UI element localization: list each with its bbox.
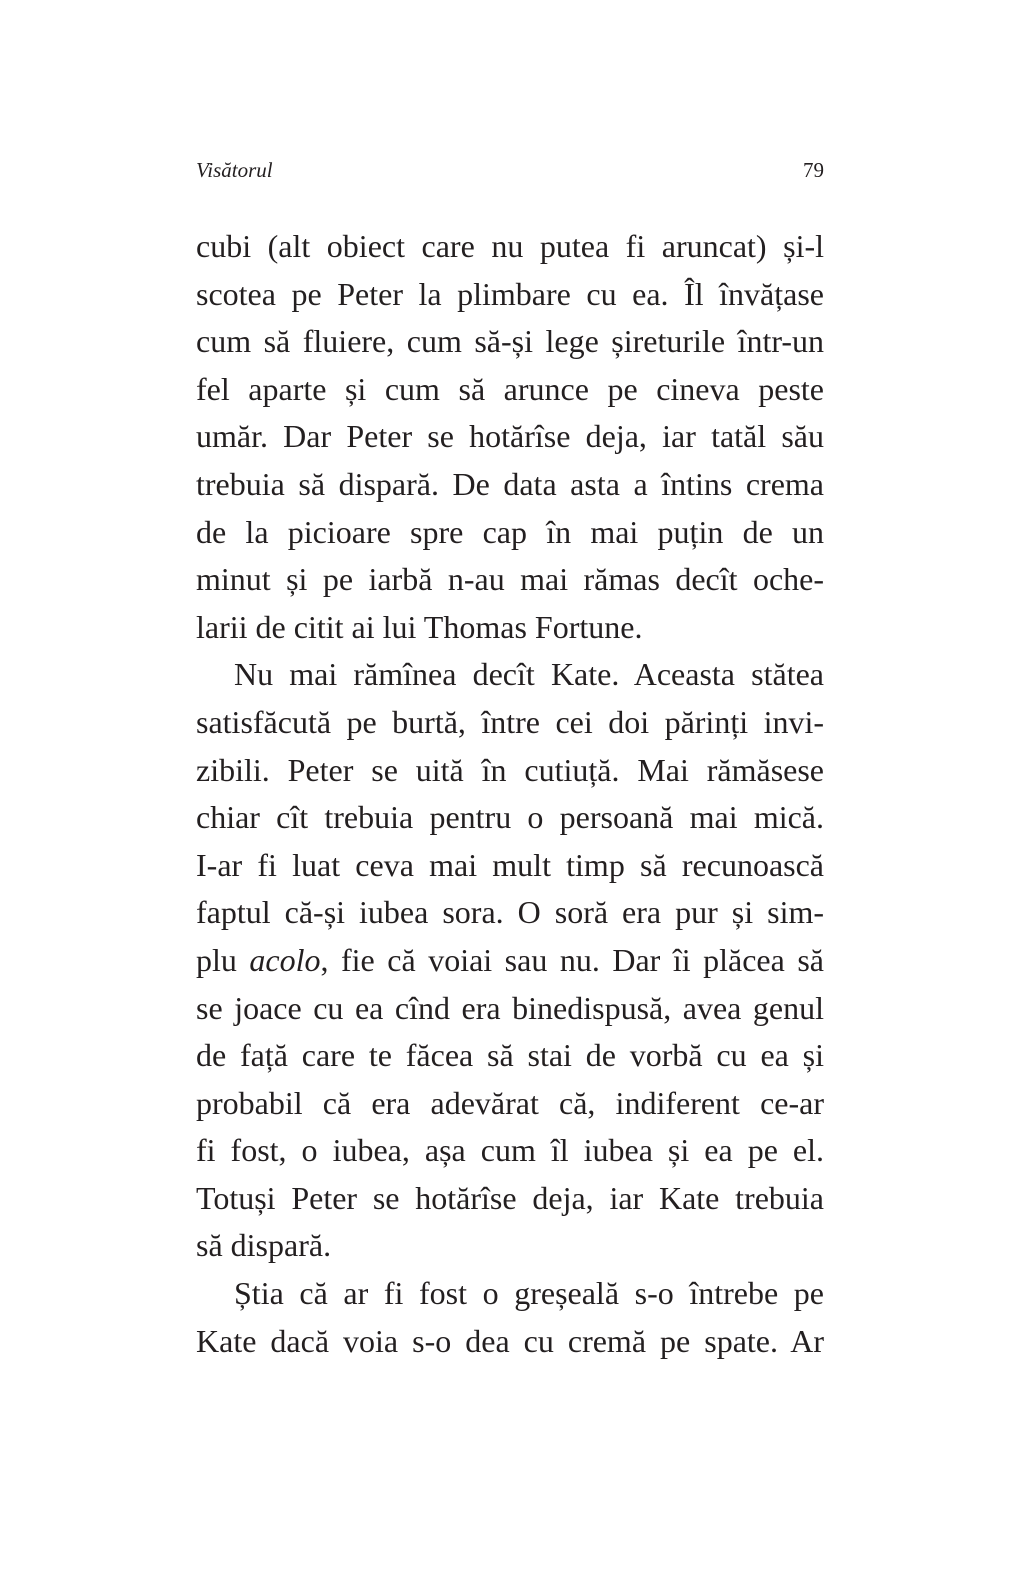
text-line: scotea pe Peter la plimbare cu ea. Îl învățase	[196, 275, 824, 312]
text-line: cubi (alt obiect care nu putea fi aruncat) și-l	[196, 228, 824, 264]
text-line: satisfăcută pe burtă, între cei doi părinți invi-	[196, 703, 824, 740]
text-line: să dispară.	[196, 1227, 332, 1264]
text-line: fi fost, o iubea, așa cum îl iubea și ea pe el.	[196, 1132, 824, 1169]
running-title: Visătorul	[196, 158, 273, 182]
paragraph-first-line: Știa că ar fi fost o greșeală s-o întrebe pe	[234, 1275, 824, 1312]
text-line: trebuia să dispară. De data asta a întins crema	[196, 465, 824, 502]
text-fragment: , fie că voiai sau nu. Dar îi plăcea să	[320, 941, 825, 978]
text-line: chiar cît trebuia pentru o persoană mai mică.	[196, 799, 824, 836]
page-number: 79	[803, 158, 824, 182]
text-line-with-emphasis	[196, 937, 824, 985]
text-line: Kate dacă voia s-o dea cu cremă pe spate. Ar	[196, 1322, 824, 1359]
paragraph-first-line: Nu mai rămînea decît Kate. Aceasta stătea	[234, 656, 824, 693]
text-line: larii de citit ai lui Thomas Fortune.	[196, 608, 643, 645]
running-header	[196, 158, 824, 188]
text-line: probabil că era adevărat că, indiferent ce-ar	[196, 1084, 824, 1121]
text-line: I-ar fi luat ceva mai mult timp să recunoască	[196, 846, 824, 883]
text-line: faptul că-și iubea sora. O soră era pur și sim-	[196, 894, 824, 931]
emphasized-word: acolo	[249, 941, 321, 978]
text-fragment: plu	[196, 941, 250, 978]
text-line: cum să fluiere, cum să-și lege șireturile într-un	[196, 323, 824, 360]
text-line: Totuși Peter se hotărîse deja, iar Kate trebuia	[196, 1179, 824, 1216]
text-line: se joace cu ea cînd era binedispusă, avea genul	[196, 989, 824, 1026]
text-line: zibili. Peter se uită în cutiuță. Mai rămăsese	[196, 751, 824, 788]
text-line: fel aparte și cum să arunce pe cineva peste	[196, 370, 824, 407]
body-text	[196, 223, 824, 1365]
text-line: de față care te făcea să stai de vorbă cu ea și	[196, 1037, 824, 1074]
text-line: de la picioare spre cap în mai puțin de un	[196, 513, 824, 550]
text-line: umăr. Dar Peter se hotărîse deja, iar tatăl său	[196, 418, 824, 455]
text-line: minut și pe iarbă n-au mai rămas decît oche-	[196, 561, 824, 598]
